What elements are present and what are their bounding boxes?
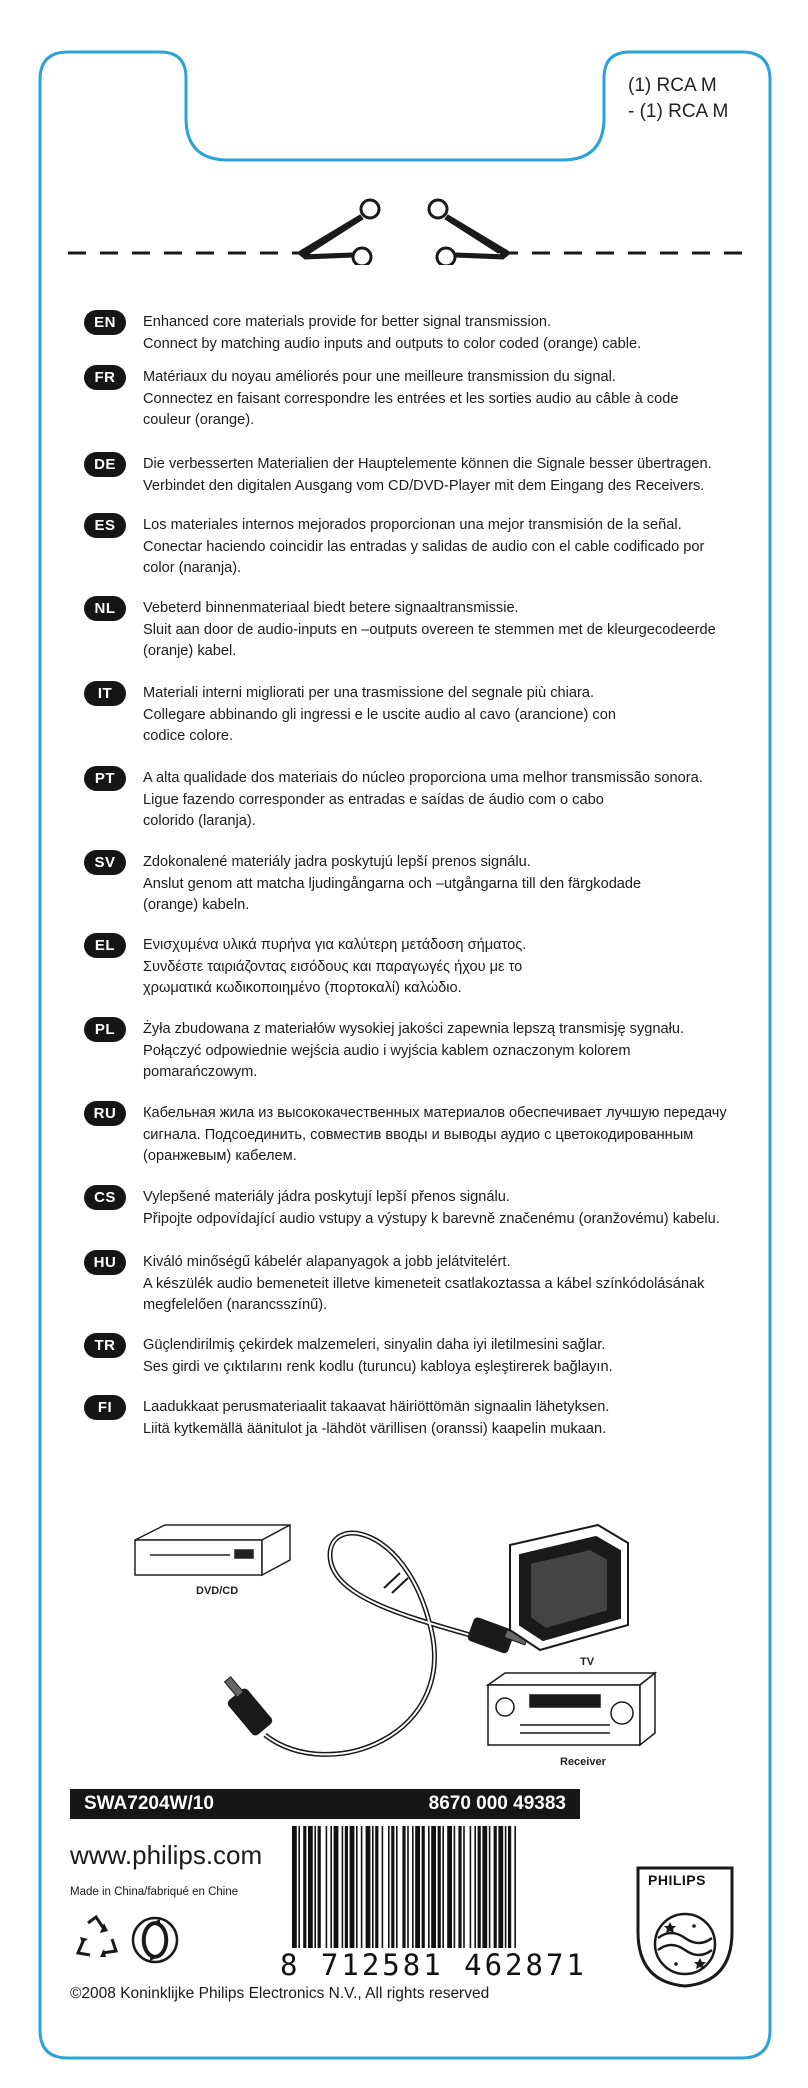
lang-line: Die verbesserten Materialien der Hauptelemente können die Signale besser übertragen. — [143, 456, 712, 472]
lang-badge-nl: NL — [84, 596, 126, 621]
lang-badge-fi: FI — [84, 1395, 126, 1420]
tv-icon — [510, 1525, 628, 1650]
lang-badge-es: ES — [84, 513, 126, 538]
tv-label: TV — [580, 1656, 595, 1668]
brand-wordmark: PHILIPS — [648, 1872, 706, 1888]
lang-badge-fr: FR — [84, 365, 126, 390]
copyright-text: ©2008 Koninklijke Philips Electronics N.V., All rights reserved — [70, 1985, 490, 2002]
lang-badge-pl: PL — [84, 1017, 126, 1042]
receiver-label: Receiver — [560, 1756, 606, 1768]
scissors-left-icon — [300, 200, 379, 265]
lang-line: Połączyć odpowiednie wejścia audio i wyjścia kablem oznaczonym kolorem — [143, 1042, 631, 1059]
lang-line: pomarańczowym. — [143, 1064, 258, 1081]
lang-line: χρωματικά κωδικοποιημένο (πορτοκαλί) καλώδιο. — [143, 980, 462, 997]
lang-line: Enhanced core materials provide for better signal transmission. — [143, 314, 552, 330]
product-code-bar — [70, 1789, 580, 1819]
lang-block-es — [84, 515, 774, 598]
lang-line: Collegare abbinando gli ingressi e le uscite audio al cavo (arancione) con — [143, 706, 616, 723]
lang-badge-el: EL — [84, 933, 126, 958]
lang-line: Vylepšené materiály jádra poskytují lepší přenos signálu. — [143, 1189, 510, 1205]
lang-line: Materiali interni migliorati per una trasmissione del segnale più chiara. — [143, 685, 595, 701]
lang-line: Güçlendirilmiş çekirdek malzemeleri, sinyalin daha iyi iletilmesini sağlar. — [143, 1337, 606, 1353]
rca-line-2: - (1) RCA M — [628, 101, 729, 122]
lang-badge-de: DE — [84, 452, 126, 477]
lang-line: Laadukkaat perusmateriaalit takaavat häiriöttömän signaalin lähetyksen. — [143, 1399, 610, 1415]
receiver-icon — [488, 1673, 655, 1745]
barcode-digits: 8 712581 462871 — [280, 1948, 587, 1982]
lang-line: Liitä kytkemällä äänitulot ja -lähdöt värillisen (oranssi) kaapelin mukaan. — [143, 1420, 607, 1437]
lang-line: Conectar haciendo coincidir las entradas y salidas de audio con el cable codificado por — [143, 538, 705, 555]
lang-line: Verbindet den digitalen Ausgang vom CD/DVD-Player mit dem Eingang des Receivers. — [143, 477, 705, 494]
lang-line: Zdokonalené materiály jadra poskytujú lepší prenos signálu. — [143, 854, 531, 870]
lang-line: Ses girdi ve çıktılarını renk kodlu (turuncu) kabloya eşleştirerek bağlayın. — [143, 1358, 613, 1375]
green-dot-icon — [130, 1915, 180, 1965]
rca-line-1: (1) RCA M — [628, 75, 717, 96]
model-number: SWA7204W/10 — [84, 1793, 214, 1814]
lang-line: Ενισχυμένα υλικά πυρήνα για καλύτερη μετάδοση σήματος. — [143, 937, 527, 953]
lang-block-nl — [84, 598, 774, 683]
lang-line: Connect by matching audio inputs and outputs to color coded (orange) cable. — [143, 335, 642, 352]
language-instructions — [84, 312, 774, 1452]
lang-badge-en: EN — [84, 310, 126, 335]
lang-line: Kiváló minőségű kábelér alapanyagok a jobb jelátvitelért. — [143, 1254, 511, 1270]
dvd-player-icon — [135, 1525, 290, 1575]
lang-block-fi — [84, 1397, 774, 1452]
lang-line: (orange) kabeln. — [143, 897, 250, 914]
lang-badge-sv: SV — [84, 850, 126, 875]
lang-block-en — [84, 312, 774, 367]
cut-line — [0, 195, 808, 265]
lang-line: A alta qualidade dos materiais do núcleo proporciona uma melhor transmissão sonora. — [143, 770, 703, 786]
lang-line: сигнала. Подсоединить, совместив вводы и выводы аудио с цветокодированным — [143, 1126, 694, 1143]
dvd-label: DVD/CD — [196, 1585, 239, 1597]
made-in-label: Made in China/fabriqué en Chine — [70, 1886, 239, 1898]
lang-block-el — [84, 935, 774, 1019]
lang-line: Vebeterd binnenmateriaal biedt betere signaaltransmissie. — [143, 600, 519, 616]
lang-block-sv — [84, 852, 774, 935]
lang-block-ru — [84, 1103, 774, 1187]
scissors-right-icon — [429, 200, 508, 265]
lang-line: (oranje) kabel. — [143, 643, 237, 660]
lang-line: Anslut genom att matcha ljudingångarna och –utgångarna till den färgkodade — [143, 875, 642, 892]
lang-line: Żyła zbudowana z materiałów wysokiej jakości zapewnia lepszą transmisję sygnału. — [143, 1021, 685, 1037]
lang-block-de — [84, 454, 774, 515]
product-code: 8670 000 49383 — [428, 1793, 566, 1814]
lang-line: Los materiales internos mejorados proporcionan una mejor transmisión de la señal. — [143, 517, 682, 533]
rca-label — [628, 73, 728, 125]
lang-line: megfelelően (narancsszínű). — [143, 1297, 328, 1314]
lang-block-pt — [84, 768, 774, 852]
lang-line: codice colore. — [143, 728, 234, 745]
lang-badge-it: IT — [84, 681, 126, 706]
lang-line: Кабельная жила из высококачественных материалов обеспечивает лучшую передачу — [143, 1105, 727, 1121]
lang-block-hu — [84, 1252, 774, 1335]
lang-block-it — [84, 683, 774, 768]
lang-line: Sluit aan door de audio-inputs en –outputs overeen te stemmen met de kleurgecodeerde — [143, 621, 716, 638]
lang-line: colorido (laranja). — [143, 813, 256, 830]
lang-badge-hu: HU — [84, 1250, 126, 1275]
lang-badge-ru: RU — [84, 1101, 126, 1126]
lang-badge-cs: CS — [84, 1185, 126, 1210]
connection-illustration — [0, 1485, 808, 1775]
lang-block-pl — [84, 1019, 774, 1103]
lang-block-fr — [84, 367, 774, 454]
lang-line: (оранжевым) кабелем. — [143, 1148, 297, 1165]
lang-line: Συνδέστε ταιριάζοντας εισόδους και παραγωγές ήχου με το — [143, 958, 523, 975]
lang-line: couleur (orange). — [143, 412, 255, 429]
website-url[interactable]: www.philips.com — [70, 1840, 263, 1870]
lang-badge-tr: TR — [84, 1333, 126, 1358]
lang-line: Připojte odpovídající audio vstupy a výstupy k barevně značenému (oranžovému) kabelu. — [143, 1210, 720, 1227]
lang-line: A készülék audio bemeneteit illetve kimeneteit csatlakoztassa a kábel színkódolásának — [143, 1275, 705, 1292]
lang-block-cs — [84, 1187, 774, 1252]
lang-line: Matériaux du noyau améliorés pour une meilleure transmission du signal. — [143, 369, 616, 385]
lang-line: color (naranja). — [143, 560, 242, 577]
lang-badge-pt: PT — [84, 766, 126, 791]
recycle-icon — [70, 1913, 122, 1965]
lang-line: Connectez en faisant correspondre les entrées et les sorties audio au câble à code — [143, 390, 679, 407]
lang-block-tr — [84, 1335, 774, 1397]
lang-line: Ligue fazendo corresponder as entradas e saídas de áudio com o cabo — [143, 791, 604, 808]
